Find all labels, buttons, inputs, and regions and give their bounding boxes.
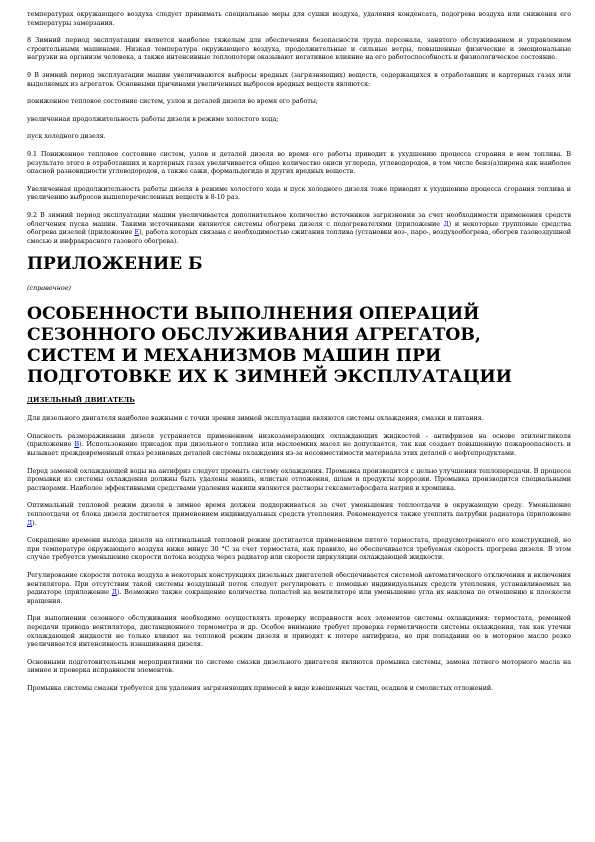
paragraph: Промывка системы смазки требуется для удаления загрязняющих примесей в виде взвешенных частиц, осадков и смолистых отложений. xyxy=(27,683,494,692)
paragraph-text: ). xyxy=(32,518,37,527)
section-heading: ДИЗЕЛЬНЫЙ ДВИГАТЕЛЬ xyxy=(27,396,135,405)
appendix-link[interactable]: Е xyxy=(134,228,140,237)
paragraph: Для дизельного двигателя наиболее важными с точки зрения зимней эксплуатации являются системы охлаждения, смазки и питания. xyxy=(27,414,484,423)
appendix-link[interactable]: Д xyxy=(443,219,449,228)
paragraph-text: ), работа которых связана с необходимостью сжигания топлива (установки воз-, паро-, воздухообогрева, обогрев газовоздушной смесью и инфракрасного газового обогрева). xyxy=(27,228,571,245)
appendix-link[interactable]: В xyxy=(74,440,80,449)
paragraph xyxy=(27,432,571,458)
paragraph: Основными подготовительными мероприятиями по системе смазки дизельного двигателя являются промывка системы, замена летнего моторного масла на зимнее и проверка исправности элементов. xyxy=(27,657,571,675)
paragraph xyxy=(27,501,571,527)
paragraph: 8 Зимний период эксплуатации является наиболее тяжелым для обеспечения безопасности труда персонала, занятого обслуживанием и управлением строительными машинами. Низкая температура окружающего воздуха, продолжительные и сильные ветры, повышенные физические и эмоциональные нагрузки на организм человека, а также интенсивные теплопотери оказывают негативное влияние на его работоспособность и физиологическое состояние. xyxy=(27,36,571,62)
appendix-note: (справочное) xyxy=(27,284,71,293)
paragraph: 9.1 Пониженное тепловое состояние систем, узлов и деталей дизеля во время его работы приводит к ухудшению процесса сгорания в нем топлива. В результате этого в отработавших и картерных газах увеличивается общее количество окиси углерода, углеводородов, в том числе бенз(а)пирена как наиболее опасной разновидности углеводородов, а также сажи, формальдегида и других вредных веществ. xyxy=(27,149,571,176)
paragraph-text: Регулирование скорости потока воздуха в некоторых конструкциях дизельных двигателей обеспечивается системой автоматического отключения и включения вентилятора. При отсутствии такой системы воздушный поток следует регулировать с помощью индивидуальных средств утепления, устанавливаемых на радиаторе (приложение xyxy=(27,571,571,597)
paragraph-text: Оптимальный тепловой режим дизеля в зимнее время должен поддерживаться за счет уменьшения теплоотдачи в окружающую среду. Уменьшение теплоотдачи от блока дизеля достигается применением индивидуальных средств утепления. Рекомендуется также утеплять патрубки радиатора (приложение xyxy=(27,501,571,519)
paragraph: 9 В зимний период эксплуатации машин увеличиваются выбросы вредных (загрязняющих) веществ, содержащихся в отработавших и картерных газах или выделяемых из агрегатов. Основными причинами увеличенных выбросов вредных веществ являются: xyxy=(27,70,571,88)
appendix-link[interactable]: Д xyxy=(111,588,117,597)
paragraph-text: 9.2 В зимний период эксплуатации машин увеличивается дополнительное количество источников загрязнения за счет необходимости применения средств облегчения пуска машин. Такими источниками являются системы обогрева дизеля с подогревателями (приложение xyxy=(27,210,571,228)
paragraph: Перед заменой охлаждающей воды на антифриз следует промыть систему охлаждения. Промывка производится с целью улучшения теплопередачи. В процессе промывки из системы охлаждения должны быть удалены накипь, илистые отложения, шлам и продукты коррозии. Промывка производится специальными растворами. Наиболее эффективными средствами удаления накипи являются растворы гексаметафосфата натрия и хромпика. xyxy=(27,466,571,492)
appendix-link[interactable]: Д xyxy=(27,518,33,527)
paragraph: Увеличенная продолжительность работы дизеля в режиме холостого хода и пуск холодного дизеля тоже приводят к ухудшению процесса сгорания топлива и увеличению выбросов вышеперечисленных веществ в 8-10 раз. xyxy=(27,184,571,202)
paragraph: температурах окружающего воздуха следует принимать специальные меры для сушки воздуха, удаления конденсата, подогрева воздуха или снижения его температуры замерзания. xyxy=(27,10,571,27)
paragraph: увеличенная продолжительность работы дизеля в режиме холостого хода; xyxy=(27,114,279,123)
paragraph: пониженное тепловое состояние систем, узлов и деталей дизеля во время его работы; xyxy=(27,97,318,106)
appendix-heading: ПРИЛОЖЕНИЕ Б xyxy=(27,254,203,275)
paragraph xyxy=(27,211,571,245)
paragraph-text: ) и некоторые групповые средства обогрева дизелей (приложение xyxy=(27,219,571,237)
appendix-title: ОСОБЕННОСТИ ВЫПОЛНЕНИЯ ОПЕРАЦИЙ СЕЗОННОГО ОБСЛУЖИВАНИЯ АГРЕГАТОВ, СИСТЕМ И МЕХАНИЗМОВ МАШИН ПРИ ПОДГОТОВКЕ ИХ К ЗИМНЕЙ ЭКСПЛУАТАЦИИ xyxy=(27,304,512,388)
paragraph-text: ). Возможно также сокращение количества лопастей на вентиляторе или уменьшение угла их наклона по отношению к плоскости вращения. xyxy=(27,588,571,605)
paragraph-text: Опасность размораживания дизеля устраняется применением низкозамерзающих охлаждающих жидкостей - антифризов на основе этиленгликоля (приложение xyxy=(27,431,571,449)
paragraph xyxy=(27,571,571,605)
paragraph: Сокращение времени выхода дизеля на оптимальный тепловой режим достигается применением пятого термостата, предусмотренного его конструкцией, но при температуре окружающего воздуха ниже минус 30 °С за счет термостата, как правило, не обеспечивается требуемая скорость прогрева дизеля. В этом случае требуется уменьшение скорости потока воздуха через радиатор или скорости циркуляции охлаждающей жидкости. xyxy=(27,536,571,562)
paragraph: пуск холодного дизеля. xyxy=(27,132,106,141)
paragraph: При выполнении сезонного обслуживания необходимо осуществлять проверку исправности всех элементов системы охлаждения: термостата, ременной передачи привода вентилятора, дистанционного термометра и др. Особое внимание требует проверка герметичности системы охлаждения, так как утечки охлаждающей жидкости не только влияют на тепловой режим дизеля и приводят к потере антифриза, но при попадании ее в моторное масло резко увеличивается интенсивность изнашивания дизеля. xyxy=(27,614,571,649)
paragraph-text: ). Использование присадок при дизельного топлива или маслоемких масел не допускается, так как создает повышенную пожароопасность и вызывает преждевременный отказ резиновых деталей системы охлаждения из-за несовместимости материала этих деталей с нефтепродуктами. xyxy=(27,440,571,458)
